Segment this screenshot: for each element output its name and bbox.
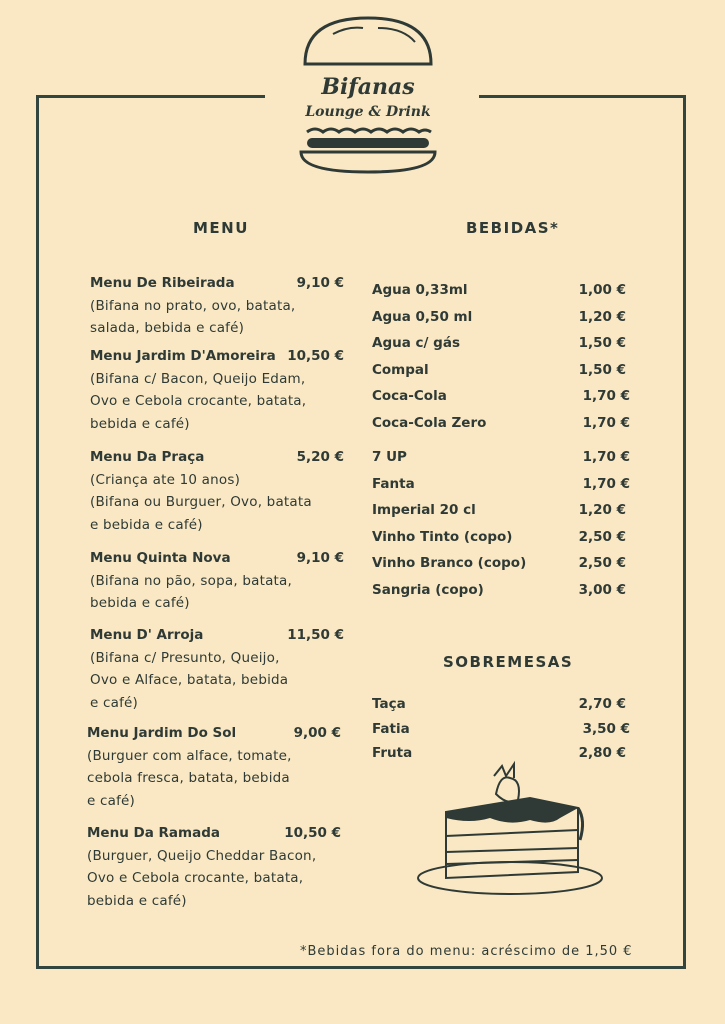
drink-name: Agua 0,33ml: [372, 282, 468, 298]
drink-name: Imperial 20 cl: [372, 502, 476, 518]
menu-item-desc: (Bifana c/ Bacon, Queijo Edam, Ovo e Cebola crocante, batata, bebida e café): [90, 370, 307, 432]
list-item: [372, 524, 632, 551]
dessert-price: 2,70 €: [578, 696, 626, 712]
menu-item-price: 10,50 €: [284, 825, 341, 841]
logo-title: Bifanas: [321, 74, 415, 100]
menu-item-desc: (Bifana no prato, ovo, batata, salada, bebida e café): [90, 297, 296, 336]
drink-price: 3,00 €: [578, 581, 626, 598]
drinks-list: [372, 277, 632, 603]
list-item: [372, 577, 632, 604]
menu-item: [87, 822, 347, 912]
list-item: [372, 304, 632, 331]
dessert-price: 3,50 €: [582, 720, 630, 737]
menu-item: [87, 722, 347, 812]
menu-item-desc: (Criança ate 10 anos) (Bifana ou Burguer, Ovo, batata e bebida e café): [90, 471, 312, 533]
drink-name: Agua 0,50 ml: [372, 308, 473, 325]
list-item: [372, 497, 632, 524]
menu-item-price: 5,20 €: [296, 449, 344, 465]
menu-item: [90, 446, 350, 536]
dessert-price: 2,80 €: [578, 745, 626, 761]
menu-item-name: Menu Quinta Nova: [90, 550, 231, 566]
menu-item-price: 9,10 €: [296, 550, 344, 566]
list-item: [372, 717, 632, 742]
menu-item-name: Menu Da Praça: [90, 449, 205, 465]
drink-name: 7 UP: [372, 449, 407, 465]
menu-item: [90, 624, 350, 714]
menu-item-price: 11,50 €: [287, 627, 344, 643]
list-item: [372, 444, 632, 471]
drink-price: 1,70 €: [582, 388, 630, 404]
menu-item: [90, 272, 350, 340]
list-item: [372, 330, 632, 357]
logo: [293, 14, 443, 180]
menu-item-price: 10,50 €: [287, 348, 344, 364]
list-item: [372, 410, 632, 437]
menu-item-name: Menu Da Ramada: [87, 825, 220, 841]
menu-item-desc: (Bifana c/ Presunto, Queijo, Ovo e Alface, batata, bebida e café): [90, 649, 289, 711]
menu-item: [90, 547, 350, 615]
drink-name: Coca-Cola: [372, 388, 447, 404]
drink-price: 1,70 €: [582, 414, 630, 431]
drink-name: Vinho Branco (copo): [372, 555, 527, 571]
menu-item-desc: (Burguer com alface, tomate, cebola fresca, batata, bebida e café): [87, 747, 292, 809]
menu-item-price: 9,10 €: [296, 275, 344, 291]
list-item: [372, 550, 632, 577]
list-item: [372, 357, 632, 384]
logo-subtitle: Lounge & Drink: [305, 104, 431, 120]
menu-item-name: Menu De Ribeirada: [90, 275, 235, 291]
dessert-name: Fatia: [372, 720, 410, 737]
list-item: [372, 383, 632, 410]
drink-price: 1,70 €: [582, 449, 630, 465]
drink-name: Sangria (copo): [372, 581, 484, 598]
cake-illustration-icon: [410, 760, 610, 900]
list-item: [372, 471, 632, 498]
drink-price: 2,50 €: [578, 528, 626, 545]
drink-price: 1,00 €: [578, 282, 626, 298]
drink-name: Vinho Tinto (copo): [372, 528, 513, 545]
drink-name: Fanta: [372, 475, 415, 492]
desserts-list: [372, 692, 632, 766]
menu-item-desc: (Burguer, Queijo Cheddar Bacon, Ovo e Cebola crocante, batata, bebida e café): [87, 847, 317, 909]
menu-item: [90, 345, 350, 435]
drink-price: 1,50 €: [578, 335, 626, 351]
list-spacer: [372, 436, 632, 444]
drink-name: Agua c/ gás: [372, 335, 460, 351]
menu-item-name: Menu D' Arroja: [90, 627, 204, 643]
list-item: [372, 277, 632, 304]
menu-item-name: Menu Jardim D'Amoreira: [90, 348, 276, 364]
drink-price: 1,20 €: [578, 308, 626, 325]
drink-name: Coca-Cola Zero: [372, 414, 487, 431]
sobremesas-heading: SOBREMESAS: [443, 653, 574, 671]
footnote: *Bebidas fora do menu: acréscimo de 1,50 €: [300, 944, 633, 959]
menu-heading: MENU: [193, 219, 249, 237]
dessert-name: Taça: [372, 696, 406, 712]
drink-name: Compal: [372, 361, 429, 378]
drink-price: 1,20 €: [578, 502, 626, 518]
menu-item-desc: (Bifana no pão, sopa, batata, bebida e café): [90, 572, 292, 611]
bebidas-heading: BEBIDAS*: [466, 219, 560, 237]
drink-price: 1,50 €: [578, 361, 626, 378]
menu-item-price: 9,00 €: [293, 725, 341, 741]
list-item: [372, 692, 632, 717]
drink-price: 1,70 €: [582, 475, 630, 492]
dessert-name: Fruta: [372, 745, 413, 761]
menu-item-name: Menu Jardim Do Sol: [87, 725, 237, 741]
drink-price: 2,50 €: [578, 555, 626, 571]
